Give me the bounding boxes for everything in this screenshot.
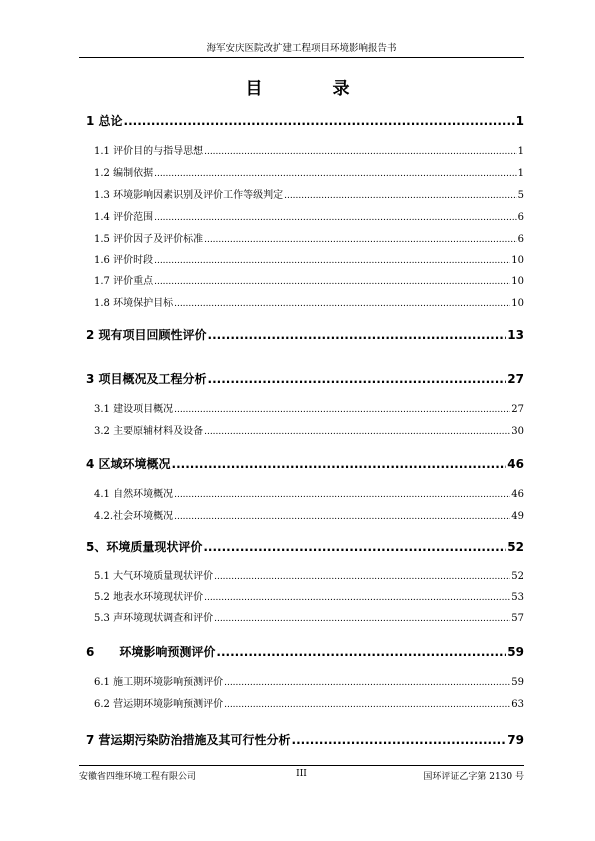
toc-entry-page: 6 xyxy=(517,212,524,223)
toc-entry[interactable] xyxy=(86,186,524,201)
toc-entry-page: 79 xyxy=(507,733,524,747)
toc-entry-page: 57 xyxy=(511,613,524,624)
dot-leader xyxy=(208,328,507,342)
toc-entry-label: 1.7 评价重点 xyxy=(94,276,154,287)
page-header: 海军安庆医院改扩建工程项目环境影响报告书 xyxy=(79,40,524,58)
dot-leader xyxy=(204,235,517,245)
toc-entry[interactable] xyxy=(86,112,524,129)
toc-entry-label: 1.2 编制依据 xyxy=(94,168,154,179)
footer-page-number: III xyxy=(296,769,307,779)
dot-leader xyxy=(174,490,510,500)
toc-entry-page: 13 xyxy=(507,328,524,342)
toc-entry-page: 27 xyxy=(511,404,524,415)
toc-entry-page: 10 xyxy=(511,276,524,287)
toc-entry-page: 10 xyxy=(511,298,524,309)
toc-entry-page: 46 xyxy=(511,489,524,500)
toc-entry[interactable] xyxy=(86,230,524,245)
dot-leader xyxy=(204,427,510,437)
toc-entry-page: 53 xyxy=(511,592,524,603)
toc-entry-label: 1 总论 xyxy=(86,114,123,128)
toc-entry-page: 1 xyxy=(515,114,524,128)
toc-entry-page: 46 xyxy=(507,457,524,471)
toc-entry[interactable] xyxy=(86,588,524,603)
page-title xyxy=(0,74,595,99)
toc-entry-label: 3.2 主要原辅材料及设备 xyxy=(94,426,204,437)
toc-entry-label: 1.4 评价范围 xyxy=(94,212,154,223)
dot-leader xyxy=(154,169,517,179)
toc-entry-label: 6.1 施工期环境影响预测评价 xyxy=(94,677,224,688)
toc-entry-page: 1 xyxy=(517,168,524,179)
toc-entry[interactable] xyxy=(86,609,524,624)
toc-entry-label: 1.6 评价时段 xyxy=(94,255,154,266)
toc-entry-label: 5.2 地表水环境现状评价 xyxy=(94,592,204,603)
toc-entry-label: 6.2 营运期环境影响预测评价 xyxy=(94,699,224,710)
dot-leader xyxy=(172,457,507,471)
toc-entry-page: 52 xyxy=(511,571,524,582)
dot-leader xyxy=(214,572,510,582)
toc-entry[interactable] xyxy=(86,695,524,710)
toc-entry-page: 5 xyxy=(517,190,524,201)
toc-entry[interactable] xyxy=(86,455,524,472)
toc-entry-label: 6 环境影响预测评价 xyxy=(86,645,216,659)
dot-leader xyxy=(292,733,507,747)
dot-leader xyxy=(174,299,510,309)
toc-entry[interactable] xyxy=(86,400,524,415)
toc-entry-label: 1.8 环境保护目标 xyxy=(94,298,174,309)
dot-leader xyxy=(284,191,517,201)
toc-entry[interactable] xyxy=(86,326,524,343)
toc-entry[interactable] xyxy=(86,485,524,500)
footer-company: 安徽省四维环境工程有限公司 xyxy=(79,772,197,782)
toc-entry[interactable] xyxy=(86,208,524,223)
toc-entry-page: 30 xyxy=(511,426,524,437)
footer-certificate: 国环评证乙字第 2130 号 xyxy=(423,772,524,782)
toc-entry-page: 52 xyxy=(507,540,524,554)
toc-entry-page: 6 xyxy=(517,234,524,245)
toc-entry-label: 5、环境质量现状评价 xyxy=(86,540,203,554)
dot-leader xyxy=(154,277,510,287)
toc-entry-label: 3 项目概况及工程分析 xyxy=(86,372,207,386)
toc-entry-page: 10 xyxy=(511,255,524,266)
page-footer xyxy=(79,765,524,782)
toc-entry[interactable] xyxy=(86,164,524,179)
toc-entry[interactable] xyxy=(86,422,524,437)
dot-leader xyxy=(214,614,510,624)
toc-entry[interactable] xyxy=(86,643,524,660)
toc-entry-label: 4 区域环境概况 xyxy=(86,457,171,471)
dot-leader xyxy=(224,678,510,688)
title-char-right: 录 xyxy=(332,79,350,99)
toc-entry[interactable] xyxy=(86,142,524,157)
toc-entry-page: 1 xyxy=(517,146,524,157)
toc-entry-page: 63 xyxy=(511,699,524,710)
toc-entry-page: 59 xyxy=(507,645,524,659)
title-char-left: 目 xyxy=(245,79,263,99)
toc-entry-label: 3.1 建设项目概况 xyxy=(94,404,174,415)
toc-entry[interactable] xyxy=(86,272,524,287)
toc-entry[interactable] xyxy=(86,567,524,582)
toc-entry-label: 1.5 评价因子及评价标准 xyxy=(94,234,204,245)
toc-entry[interactable] xyxy=(86,673,524,688)
dot-leader xyxy=(174,405,510,415)
toc-entry[interactable] xyxy=(86,507,524,522)
toc-entry-label: 1.1 评价目的与指导思想 xyxy=(94,146,204,157)
toc-entry-label: 2 现有项目回顾性评价 xyxy=(86,328,207,342)
toc-entry-label: 5.1 大气环境质量现状评价 xyxy=(94,571,214,582)
dot-leader xyxy=(216,645,506,659)
dot-leader xyxy=(203,540,506,554)
dot-leader xyxy=(154,213,517,223)
toc-entry[interactable] xyxy=(86,294,524,309)
toc-entry[interactable] xyxy=(86,251,524,266)
toc-entry-label: 7 营运期污染防治措施及其可行性分析 xyxy=(86,733,291,747)
toc-entry-label: 4.1 自然环境概况 xyxy=(94,489,174,500)
dot-leader xyxy=(204,147,517,157)
toc-entry-page: 27 xyxy=(507,372,524,386)
toc-entry-page: 59 xyxy=(511,677,524,688)
toc-entry-page: 49 xyxy=(511,511,524,522)
toc-entry-label: 1.3 环境影响因素识别及评价工作等级判定 xyxy=(94,190,284,201)
toc-entry-label: 5.3 声环境现状调查和评价 xyxy=(94,613,214,624)
toc-entry[interactable] xyxy=(86,370,524,387)
dot-leader xyxy=(208,372,507,386)
toc-entry[interactable] xyxy=(86,731,524,748)
dot-leader xyxy=(174,512,510,522)
dot-leader xyxy=(154,256,510,266)
dot-leader xyxy=(224,700,510,710)
dot-leader xyxy=(124,114,515,128)
toc-entry-label: 4.2.社会环境概况 xyxy=(94,511,174,522)
toc-entry[interactable] xyxy=(86,538,524,555)
dot-leader xyxy=(204,593,510,603)
